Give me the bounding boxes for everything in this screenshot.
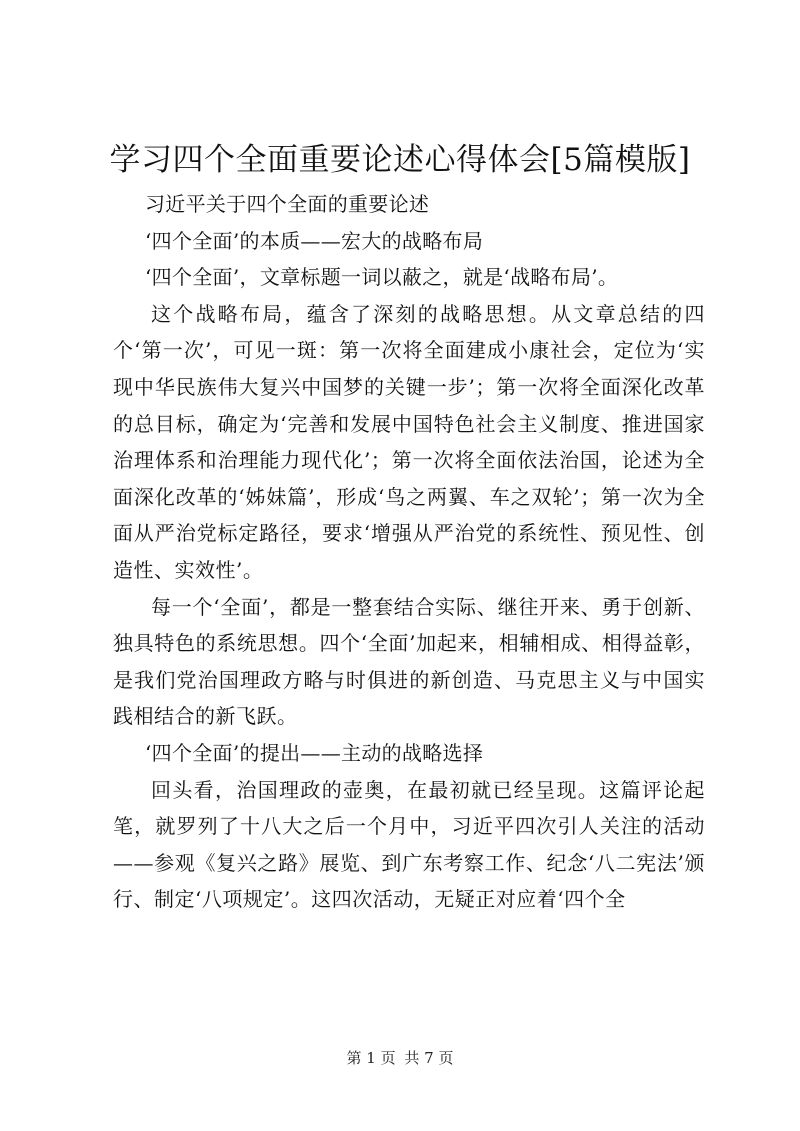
paragraph: 回头看，治国理政的壶奥，在最初就已经呈现。这篇评论起笔，就罗列了十八大之后一个月中，习近平四次引人关注的活动——参观《复兴之路》展览、到广东考察工作、纪念‘八二宪法’颁行、制定‘八项规定’。这四次活动，无疑正对应着‘四个全 xyxy=(113,777,705,912)
paragraph: ‘四个全面’，文章标题一词以蔽之，就是‘战略布局’。 xyxy=(145,265,619,290)
paragraph: 每一个‘全面’，都是一整套结合实际、继往开来、勇于创新、独具特色的系统思想。四个‘全面’加起来，相辅相成、相得益彰，是我们党治国理政方略与时俱进的新创造、马克思主义与中国实践相结合的新飞跃。 xyxy=(113,594,705,729)
paragraph-subheading: ‘四个全面’的提出——主动的战略选择 xyxy=(145,740,484,765)
paragraph-subheading: ‘四个全面’的本质——宏大的战略布局 xyxy=(145,228,484,253)
paragraph-heading: 习近平关于四个全面的重要论述 xyxy=(145,192,430,216)
document-body xyxy=(113,186,705,918)
page-total: 共 7 页 xyxy=(404,1049,454,1067)
paragraph: 这个战略布局，蕴含了深刻的战略思想。从文章总结的四个‘第一次’，可见一斑：第一次将全面建成小康社会，定位为‘实现中华民族伟大复兴中国梦的关键一步’；第一次将全面深化改革的总目标，确定为‘完善和发展中国特色社会主义制度、推进国家治理体系和治理能力现代化’；第一次将全面依法治国，论述为全面深化改革的‘姊妹篇’，形成‘鸟之两翼、车之双轮’；第一次为全面从严治党标定路径，要求‘增强从严治党的系统性、预见性、创造性、实效性’。 xyxy=(113,301,705,582)
page-number: 第 1 页 xyxy=(346,1049,396,1067)
page-footer xyxy=(0,1048,800,1068)
document-title: 学习四个全面重要论述心得体会[5篇模版] xyxy=(109,142,691,178)
